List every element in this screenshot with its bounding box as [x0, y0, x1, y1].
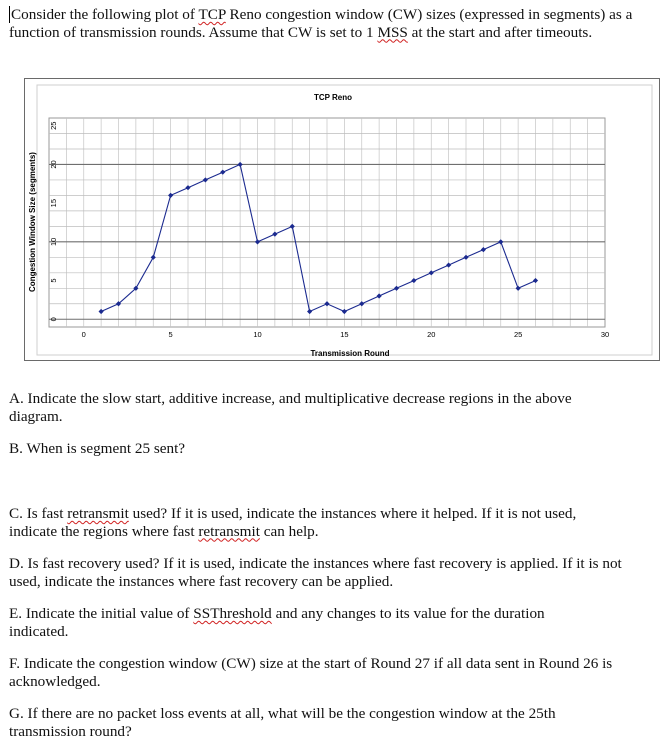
- x-tick-label: 20: [427, 330, 436, 339]
- intro-text-1: Consider the following plot of: [11, 6, 199, 23]
- question-c-term-1: retransmit: [67, 505, 129, 522]
- x-axis-label: Transmission Round: [310, 349, 390, 358]
- question-f: F. Indicate the congestion window (CW) size at the start of Round 27 if all data sent in Round 26 is acknowledged.: [9, 655, 613, 690]
- question-e: [9, 605, 569, 640]
- intro-tcp: TCP: [198, 6, 226, 23]
- y-tick-label: 20: [49, 160, 58, 169]
- x-tick-label: 0: [81, 330, 86, 339]
- chart-title: TCP Reno: [313, 93, 353, 102]
- chart-container: [24, 78, 660, 361]
- text-cursor: [9, 6, 10, 23]
- problem-intro: [9, 6, 645, 41]
- y-tick-label: 5: [49, 278, 58, 283]
- question-d: D. Is fast recovery used? If it is used, indicate the instances where fast recovery is applied. If it is not used, indicate the instances where fast recovery can be applied.: [9, 555, 622, 590]
- question-e-text-1: E. Indicate the initial value of: [9, 605, 194, 622]
- question-c-text-1: C. Is fast: [9, 505, 68, 522]
- y-tick-label: 15: [49, 198, 58, 208]
- y-tick-label: 10: [49, 237, 58, 247]
- question-c-text-3: can help.: [259, 522, 319, 540]
- question-e-text-2: and any changes to its value for the duration indicated.: [9, 605, 545, 640]
- intro-text-3: at the start and after timeouts.: [407, 23, 593, 41]
- question-b: B. When is segment 25 sent?: [9, 440, 186, 457]
- question-g: G. If there are no packet loss events at all, what will be the congestion window at the 25th transmission round?: [9, 705, 556, 740]
- x-tick-label: 25: [513, 330, 523, 339]
- x-tick-label: 30: [600, 330, 610, 339]
- chart-frame: [25, 79, 660, 361]
- y-tick-label: 0: [49, 317, 58, 322]
- question-c-text-2: used? If it is used, indicate the instances where it helped. If it is not used, indicate the regions where fast: [9, 505, 577, 540]
- question-a: A. Indicate the slow start, additive increase, and multiplicative decrease regions in the above diagram.: [9, 390, 572, 425]
- intro-text-2: Reno congestion window (CW) sizes (expressed in segments) as a function of transmission rounds. Assume that CW is set to 1: [9, 6, 633, 41]
- x-tick-label: 10: [253, 330, 262, 339]
- question-e-term: SSThreshold: [193, 605, 272, 622]
- tcp-reno-chart: [24, 78, 660, 361]
- y-axis-label: Congestion Window Size (segments): [28, 152, 37, 292]
- question-c-term-2: retransmit: [198, 522, 260, 540]
- y-tick-label: 25: [49, 121, 58, 130]
- question-c: [9, 505, 589, 540]
- x-tick-label: 5: [168, 330, 173, 339]
- x-tick-label: 15: [340, 330, 349, 339]
- intro-mss: MSS: [377, 23, 408, 41]
